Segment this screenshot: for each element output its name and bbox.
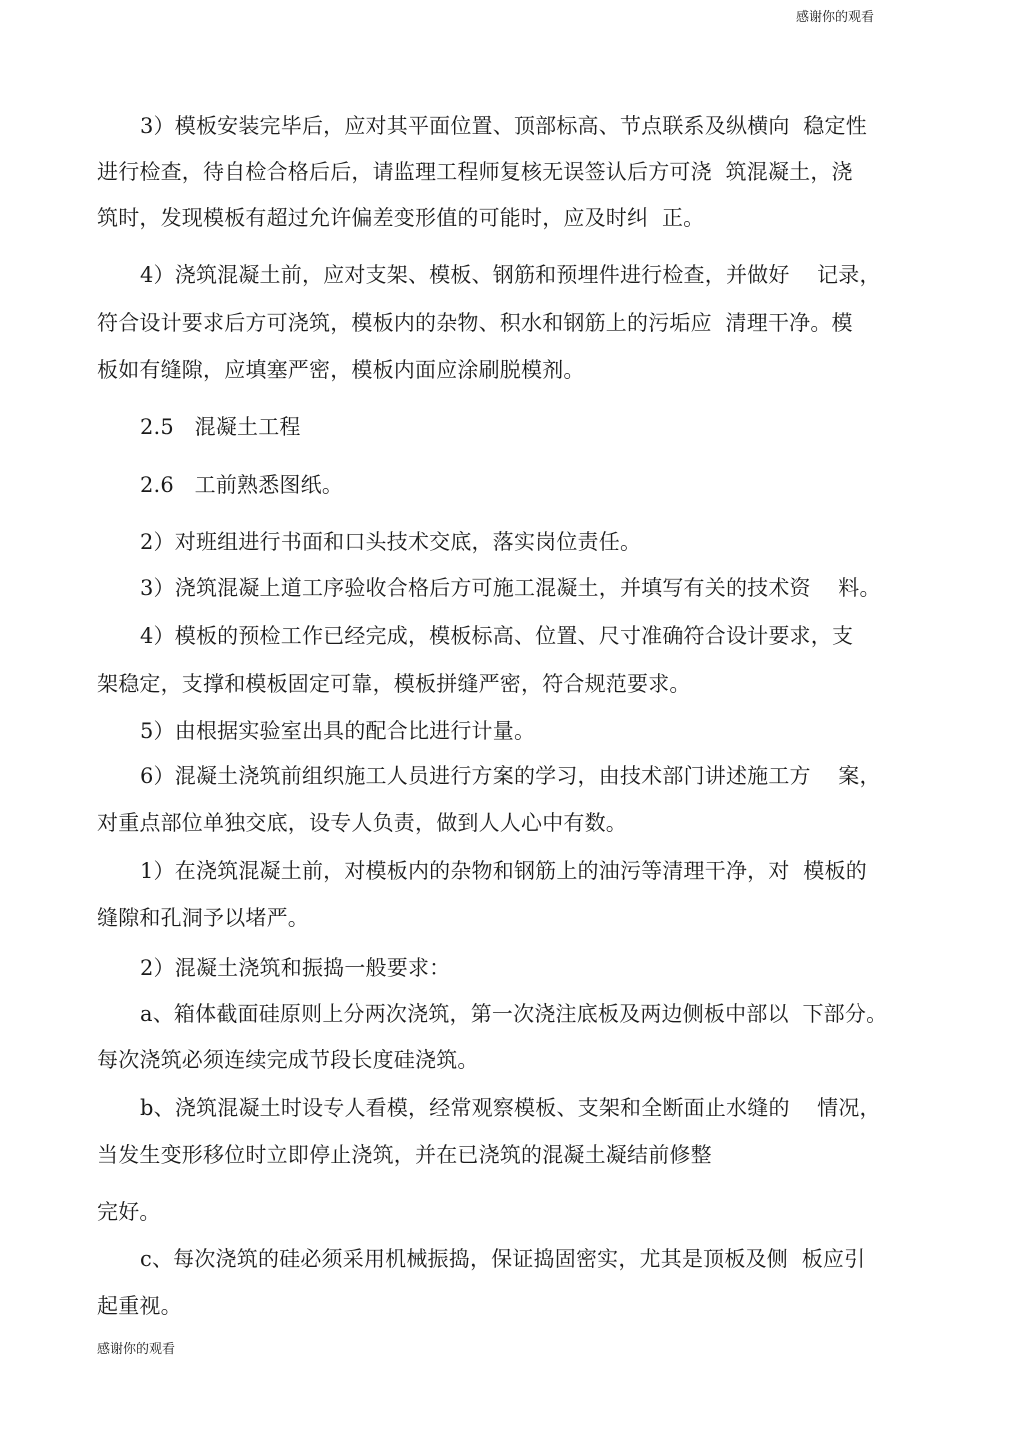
text-line: 4）模板的预检工作已经完成，模板标高、位置、尺寸准确符合设计要求，支 (140, 624, 854, 648)
text-line: 当发生变形移位时立即停止浇筑，并在已浇筑的混凝土凝结前修整 (97, 1143, 712, 1167)
text-line: c、每次浇筑的硅必须采用机械振捣，保证捣固密实，尤其是顶板及侧 板应引 (140, 1247, 866, 1271)
text-line: 缝隙和孔洞予以堵严。 (97, 906, 309, 930)
text-line: 每次浇筑必须连续完成节段长度硅浇筑。 (97, 1048, 479, 1072)
text-line: 进行检查，待自检合格后后，请监理工程师复核无误签认后方可浇 筑混凝土，浇 (97, 160, 853, 184)
text-line: 4）浇筑混凝土前，应对支架、模板、钢筋和预埋件进行检查，并做好 记录， (140, 263, 881, 287)
text-line: 2）混凝土浇筑和振捣一般要求： (140, 956, 451, 980)
text-line: 6）混凝土浇筑前组织施工人员进行方案的学习，由技术部门讲述施工方 案， (140, 764, 881, 788)
text-line: 3）模板安装完毕后，应对其平面位置、顶部标高、节点联系及纵横向 稳定性 (140, 114, 867, 138)
page-header-note: 感谢你的观看 (796, 10, 875, 25)
text-line: a、箱体截面硅原则上分两次浇筑，第一次浇注底板及两边侧板中部以 下部分。 (140, 1002, 888, 1026)
text-line: b、浇筑混凝土时设专人看模，经常观察模板、支架和全断面止水缝的 情况， (140, 1096, 881, 1120)
text-line: 符合设计要求后方可浇筑，模板内的杂物、积水和钢筋上的污垢应 清理干净。模 (97, 311, 853, 335)
section-heading: 2.6 工前熟悉图纸。 (140, 473, 344, 497)
text-line: 3）浇筑混凝上道工序验收合格后方可施工混凝土，并填写有关的技术资 料。 (140, 576, 881, 600)
page-footer-note: 感谢你的观看 (97, 1342, 176, 1357)
text-line: 筑时，发现模板有超过允许偏差变形值的可能时，应及时纠 正。 (97, 206, 705, 230)
text-line: 起重视。 (97, 1294, 182, 1318)
text-line: 完好。 (97, 1200, 161, 1224)
text-line: 架稳定，支撑和模板固定可靠，模板拼缝严密，符合规范要求。 (97, 672, 691, 696)
text-line: 5）由根据实验室出具的配合比进行计量。 (140, 719, 536, 743)
section-heading: 2.5 混凝土工程 (140, 415, 301, 439)
text-line: 2）对班组进行书面和口头技术交底，落实岗位责任。 (140, 530, 642, 554)
text-line: 1）在浇筑混凝土前，对模板内的杂物和钢筋上的油污等清理干净，对 模板的 (140, 859, 867, 883)
text-line: 对重点部位单独交底，设专人负责，做到人人心中有数。 (97, 811, 627, 835)
text-line: 板如有缝隙，应填塞严密，模板内面应涂刷脱模剂。 (97, 358, 585, 382)
